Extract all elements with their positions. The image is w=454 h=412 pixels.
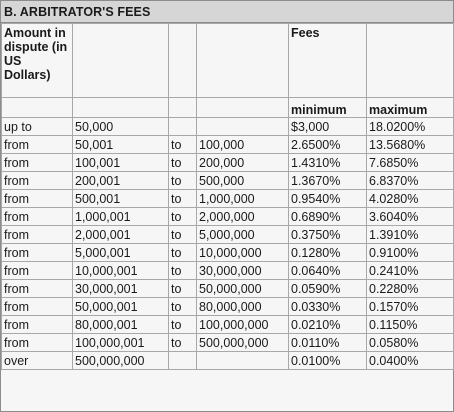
table-row <box>2 298 454 316</box>
table-row <box>2 316 454 334</box>
minimum-fee-cell: 0.0590% <box>289 280 367 298</box>
maximum-fee-cell: 6.8370% <box>367 172 454 190</box>
minimum-fee-cell: 2.6500% <box>289 136 367 154</box>
range-to-cell: 10,000,000 <box>197 244 289 262</box>
minimum-fee-cell: 1.4310% <box>289 154 367 172</box>
maximum-fee-cell: 18.0200% <box>367 118 454 136</box>
range-from-cell: 10,000,001 <box>73 262 169 280</box>
range-from-cell: 5,000,001 <box>73 244 169 262</box>
table-title: B. ARBITRATOR'S FEES <box>1 1 453 23</box>
table-row <box>2 262 454 280</box>
range-prefix-cell: over <box>2 352 73 370</box>
header-blank-cell <box>73 24 169 98</box>
range-prefix-cell: from <box>2 334 73 352</box>
range-from-cell: 100,001 <box>73 154 169 172</box>
range-separator-cell: to <box>169 190 197 208</box>
range-to-cell: 100,000 <box>197 136 289 154</box>
range-prefix-cell: from <box>2 208 73 226</box>
table-row <box>2 334 454 352</box>
maximum-fee-cell: 1.3910% <box>367 226 454 244</box>
header-blank-cell <box>169 24 197 98</box>
maximum-fee-cell: 0.0580% <box>367 334 454 352</box>
table-row <box>2 352 454 370</box>
maximum-fee-cell: 0.1570% <box>367 298 454 316</box>
range-from-cell: 2,000,001 <box>73 226 169 244</box>
range-to-cell <box>197 352 289 370</box>
minimum-fee-cell: 0.0210% <box>289 316 367 334</box>
minimum-fee-cell: $3,000 <box>289 118 367 136</box>
maximum-fee-cell: 0.1150% <box>367 316 454 334</box>
range-to-cell: 1,000,000 <box>197 190 289 208</box>
range-prefix-cell: from <box>2 298 73 316</box>
range-separator-cell: to <box>169 316 197 334</box>
range-from-cell: 50,000 <box>73 118 169 136</box>
maximum-fee-cell: 7.6850% <box>367 154 454 172</box>
range-to-cell: 2,000,000 <box>197 208 289 226</box>
table-row <box>2 118 454 136</box>
range-from-cell: 500,001 <box>73 190 169 208</box>
minimum-fee-cell: 0.0640% <box>289 262 367 280</box>
range-separator-cell: to <box>169 136 197 154</box>
range-from-cell: 200,001 <box>73 172 169 190</box>
maximum-fee-cell: 3.6040% <box>367 208 454 226</box>
minimum-fee-cell: 0.9540% <box>289 190 367 208</box>
range-prefix-cell: from <box>2 136 73 154</box>
subheader-row <box>2 98 454 118</box>
subheader-blank-cell <box>73 98 169 118</box>
range-prefix-cell: up to <box>2 118 73 136</box>
table-row <box>2 172 454 190</box>
table-row <box>2 226 454 244</box>
range-separator-cell: to <box>169 280 197 298</box>
table-row <box>2 244 454 262</box>
range-separator-cell: to <box>169 172 197 190</box>
range-separator-cell <box>169 118 197 136</box>
maximum-fee-cell: 4.0280% <box>367 190 454 208</box>
range-to-cell: 30,000,000 <box>197 262 289 280</box>
header-blank-cell <box>367 24 454 98</box>
range-to-cell: 500,000,000 <box>197 334 289 352</box>
maximum-fee-cell: 0.2280% <box>367 280 454 298</box>
range-from-cell: 100,000,001 <box>73 334 169 352</box>
subheader-blank-cell <box>169 98 197 118</box>
maximum-fee-cell: 13.5680% <box>367 136 454 154</box>
minimum-fee-cell: 0.0330% <box>289 298 367 316</box>
minimum-fee-cell: 0.0110% <box>289 334 367 352</box>
table-row <box>2 154 454 172</box>
range-separator-cell: to <box>169 154 197 172</box>
range-prefix-cell: from <box>2 262 73 280</box>
table-row <box>2 280 454 298</box>
range-prefix-cell: from <box>2 226 73 244</box>
range-separator-cell: to <box>169 298 197 316</box>
minimum-fee-cell: 0.6890% <box>289 208 367 226</box>
maximum-fee-cell: 0.2410% <box>367 262 454 280</box>
subheader-blank-cell <box>197 98 289 118</box>
range-separator-cell: to <box>169 334 197 352</box>
fees-header: Fees <box>289 24 367 98</box>
range-to-cell: 80,000,000 <box>197 298 289 316</box>
maximum-fee-cell: 0.9100% <box>367 244 454 262</box>
range-from-cell: 50,000,001 <box>73 298 169 316</box>
arbitrator-fees-table <box>1 23 454 370</box>
range-from-cell: 30,000,001 <box>73 280 169 298</box>
range-to-cell: 500,000 <box>197 172 289 190</box>
subheader-blank-cell <box>2 98 73 118</box>
minimum-header: minimum <box>289 98 367 118</box>
table-row <box>2 190 454 208</box>
range-separator-cell: to <box>169 208 197 226</box>
range-prefix-cell: from <box>2 244 73 262</box>
range-from-cell: 500,000,000 <box>73 352 169 370</box>
table-row <box>2 136 454 154</box>
range-to-cell: 50,000,000 <box>197 280 289 298</box>
range-separator-cell <box>169 352 197 370</box>
range-prefix-cell: from <box>2 190 73 208</box>
maximum-fee-cell: 0.0400% <box>367 352 454 370</box>
maximum-header: maximum <box>367 98 454 118</box>
range-to-cell: 100,000,000 <box>197 316 289 334</box>
range-separator-cell: to <box>169 244 197 262</box>
range-prefix-cell: from <box>2 172 73 190</box>
minimum-fee-cell: 0.1280% <box>289 244 367 262</box>
range-prefix-cell: from <box>2 154 73 172</box>
amount-in-dispute-header: Amount in dispute (in US Dollars) <box>2 24 73 98</box>
range-from-cell: 1,000,001 <box>73 208 169 226</box>
range-separator-cell: to <box>169 262 197 280</box>
range-to-cell: 200,000 <box>197 154 289 172</box>
range-to-cell <box>197 118 289 136</box>
range-from-cell: 80,000,001 <box>73 316 169 334</box>
range-prefix-cell: from <box>2 280 73 298</box>
range-from-cell: 50,001 <box>73 136 169 154</box>
range-prefix-cell: from <box>2 316 73 334</box>
table-row <box>2 208 454 226</box>
header-row <box>2 24 454 98</box>
minimum-fee-cell: 0.3750% <box>289 226 367 244</box>
minimum-fee-cell: 0.0100% <box>289 352 367 370</box>
range-separator-cell: to <box>169 226 197 244</box>
header-blank-cell <box>197 24 289 98</box>
range-to-cell: 5,000,000 <box>197 226 289 244</box>
minimum-fee-cell: 1.3670% <box>289 172 367 190</box>
